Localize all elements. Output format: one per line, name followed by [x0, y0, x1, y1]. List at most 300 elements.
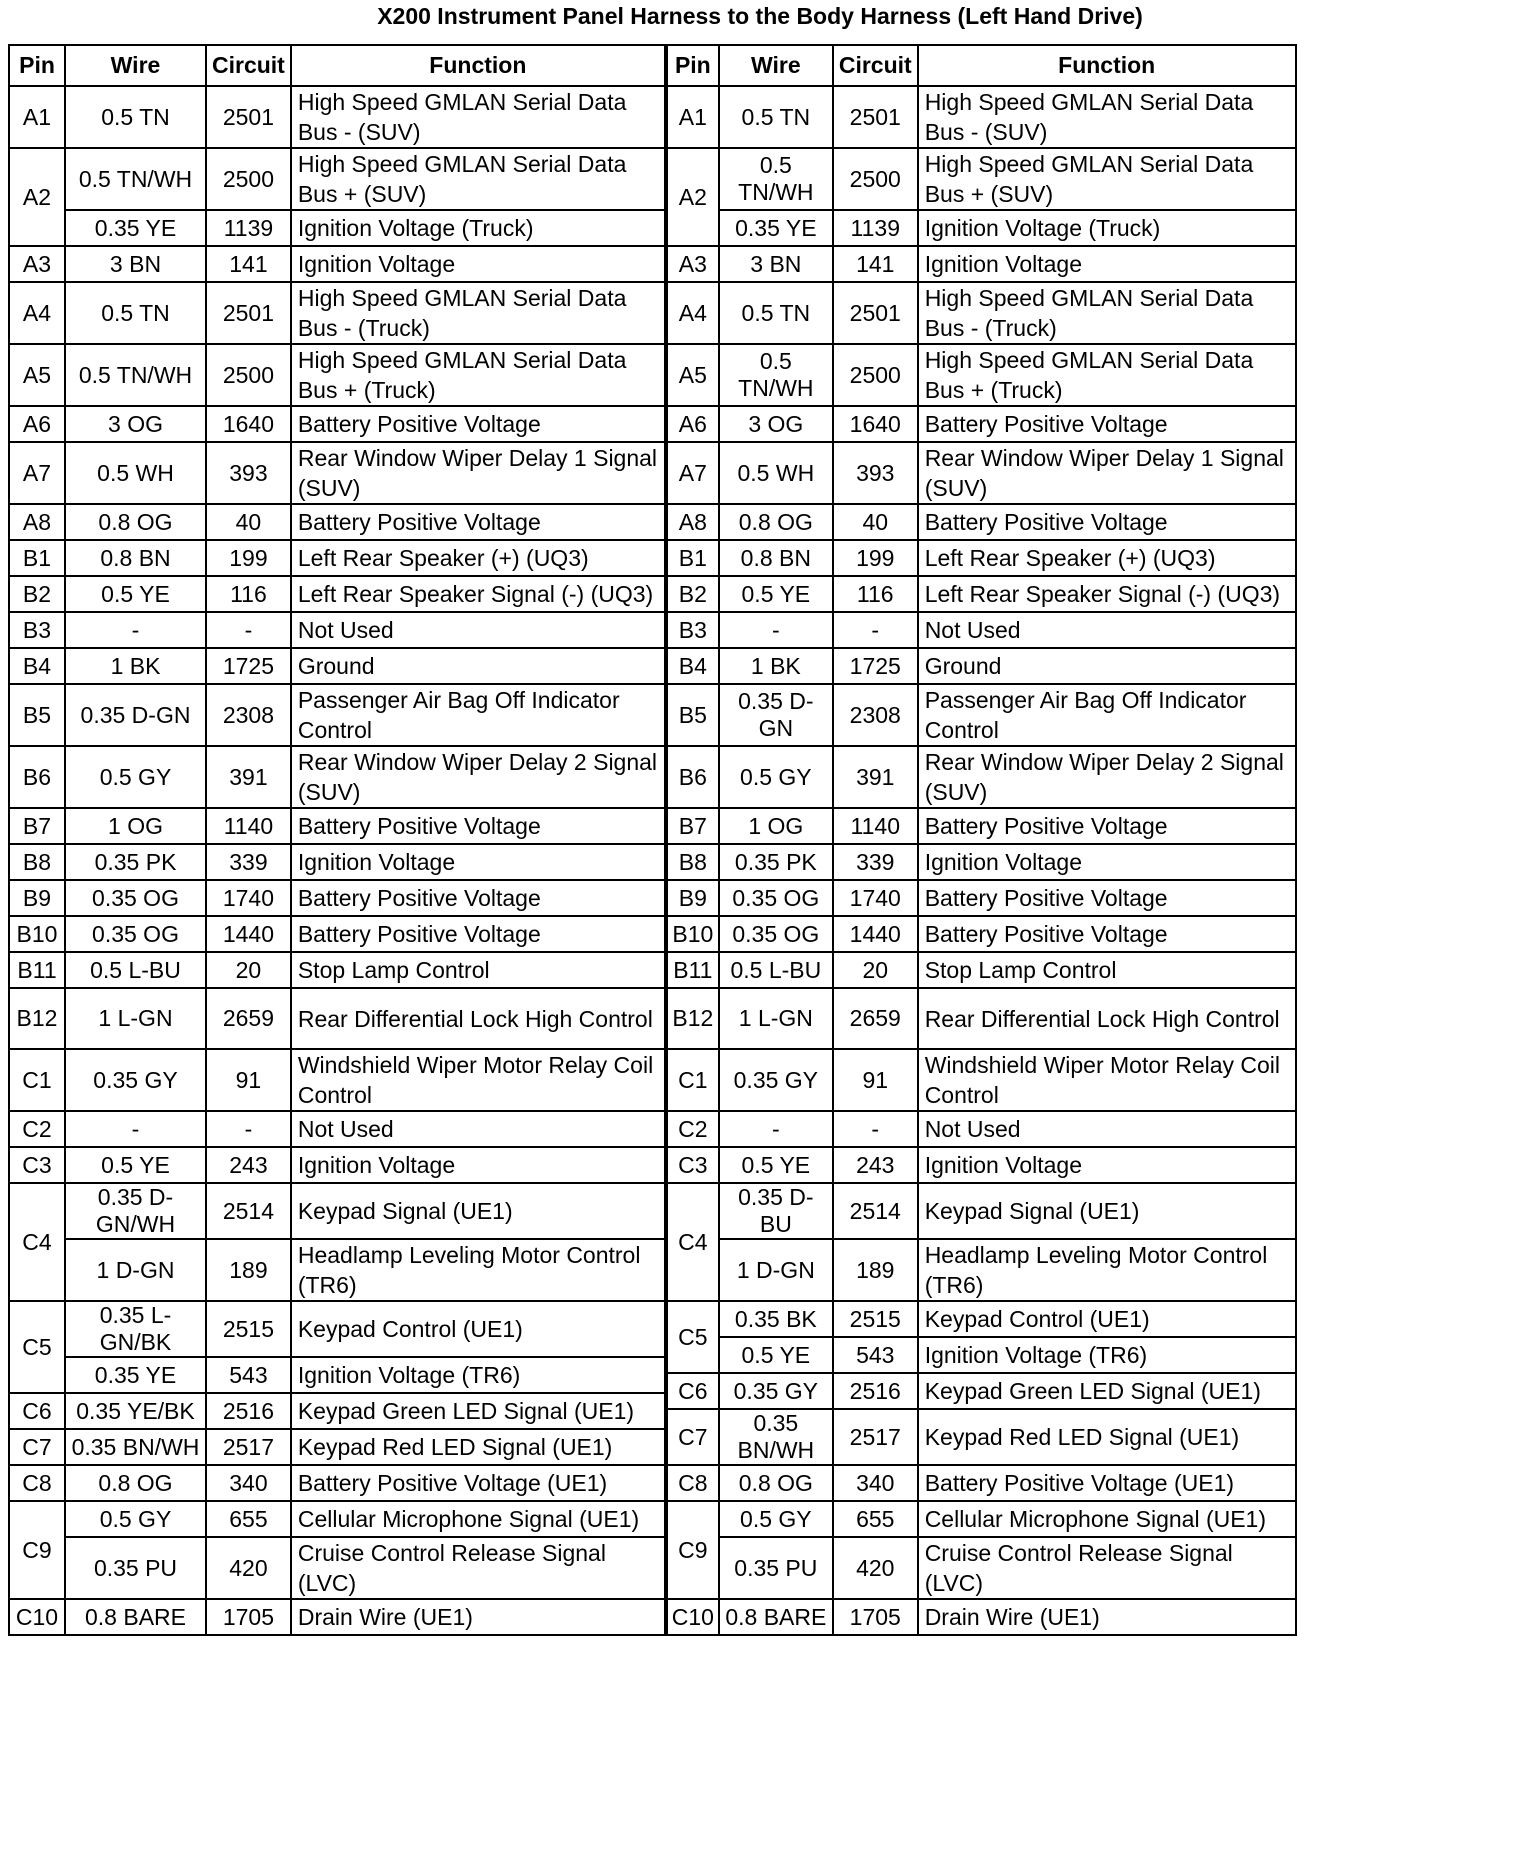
pin-cell: C9 [667, 1501, 719, 1599]
circuit-cell: 2500 [206, 344, 291, 406]
wire-cell: 0.5 WH [719, 442, 833, 504]
function-cell: Ignition Voltage (TR6) [918, 1337, 1296, 1373]
function-cell: Passenger Air Bag Off Indicator Control [291, 684, 665, 746]
table-row [9, 1599, 665, 1635]
wire-cell: 0.35 OG [719, 916, 833, 952]
pin-cell: B6 [9, 746, 65, 808]
function-cell: Keypad Control (UE1) [291, 1301, 665, 1357]
wire-cell: 1 D-GN [65, 1239, 206, 1301]
wire-cell: 0.35 OG [719, 880, 833, 916]
function-cell: Keypad Signal (UE1) [291, 1183, 665, 1239]
function-cell: Keypad Red LED Signal (UE1) [291, 1429, 665, 1465]
table-row [9, 1301, 665, 1357]
function-cell: Not Used [918, 1111, 1296, 1147]
function-cell: Stop Lamp Control [291, 952, 665, 988]
function-cell: Cruise Control Release Signal (LVC) [291, 1537, 665, 1599]
pin-cell: A8 [9, 504, 65, 540]
wire-cell: 0.35 YE [65, 210, 206, 246]
wire-cell: 0.35 BN/WH [719, 1409, 833, 1465]
pin-cell: C4 [667, 1183, 719, 1301]
table-row [667, 86, 1296, 148]
circuit-cell: 1640 [206, 406, 291, 442]
circuit-cell: 340 [206, 1465, 291, 1501]
function-cell: Battery Positive Voltage [291, 880, 665, 916]
table-row [667, 1409, 1296, 1465]
wire-cell: 0.5 TN/WH [65, 344, 206, 406]
function-cell: Rear Differential Lock High Control [291, 988, 665, 1049]
table-row [9, 916, 665, 952]
wire-cell: 0.8 BARE [65, 1599, 206, 1635]
wire-cell: 1 L-GN [719, 988, 833, 1049]
pin-cell: C5 [667, 1301, 719, 1373]
wire-cell: 0.35 D-GN [719, 684, 833, 746]
function-cell: Keypad Green LED Signal (UE1) [918, 1373, 1296, 1409]
wire-cell: 0.35 L-GN/BK [65, 1301, 206, 1357]
pin-cell: B3 [9, 612, 65, 648]
pin-cell: C7 [667, 1409, 719, 1465]
circuit-cell: 243 [833, 1147, 918, 1183]
function-cell: High Speed GMLAN Serial Data Bus + (SUV) [291, 148, 665, 210]
wire-cell: 0.5 YE [719, 1147, 833, 1183]
circuit-cell: 2501 [206, 86, 291, 148]
function-cell: Ignition Voltage [291, 1147, 665, 1183]
table-row [9, 1393, 665, 1429]
wire-cell: 0.35 PK [65, 844, 206, 880]
wire-cell: 0.35 OG [65, 916, 206, 952]
tables-container [8, 44, 1297, 1636]
table-row [667, 746, 1296, 808]
circuit-cell: 141 [833, 246, 918, 282]
pin-cell: B11 [667, 952, 719, 988]
table-row [9, 86, 665, 148]
function-cell: Battery Positive Voltage [918, 406, 1296, 442]
column-header-pin: Pin [9, 45, 65, 86]
function-cell: Cellular Microphone Signal (UE1) [291, 1501, 665, 1537]
table-row [667, 844, 1296, 880]
wire-cell: 0.35 YE [719, 210, 833, 246]
function-cell: Battery Positive Voltage [918, 916, 1296, 952]
function-cell: Ignition Voltage (Truck) [291, 210, 665, 246]
pin-cell: C1 [9, 1049, 65, 1111]
circuit-cell: 1139 [206, 210, 291, 246]
header-row [667, 45, 1296, 86]
column-header-wire: Wire [65, 45, 206, 86]
function-cell: Cruise Control Release Signal (LVC) [918, 1537, 1296, 1599]
circuit-cell: 189 [833, 1239, 918, 1301]
pin-cell: C4 [9, 1183, 65, 1301]
function-cell: Not Used [918, 612, 1296, 648]
table-row [667, 540, 1296, 576]
wire-cell: 0.35 GY [719, 1049, 833, 1111]
table-row [9, 1183, 665, 1239]
table-row [667, 1373, 1296, 1409]
pin-cell: B2 [667, 576, 719, 612]
table-row [667, 612, 1296, 648]
table-row [9, 952, 665, 988]
page-title: X200 Instrument Panel Harness to the Body Harness (Left Hand Drive) [377, 3, 1143, 29]
wire-cell: 0.35 OG [65, 880, 206, 916]
function-cell: Ignition Voltage (Truck) [918, 210, 1296, 246]
function-cell: Ignition Voltage [291, 246, 665, 282]
table-row [667, 988, 1296, 1049]
table-row [9, 148, 665, 210]
table-row [9, 1501, 665, 1537]
wire-cell: 3 BN [719, 246, 833, 282]
pin-cell: A5 [667, 344, 719, 406]
pin-cell: A7 [667, 442, 719, 504]
function-cell: High Speed GMLAN Serial Data Bus + (Truck) [291, 344, 665, 406]
pin-cell: C10 [667, 1599, 719, 1635]
circuit-cell: 2514 [833, 1183, 918, 1239]
wire-cell: 0.5 GY [65, 746, 206, 808]
circuit-cell: - [206, 612, 291, 648]
function-cell: Rear Window Wiper Delay 2 Signal (SUV) [291, 746, 665, 808]
wire-cell: 0.8 BN [719, 540, 833, 576]
table-row [9, 210, 665, 246]
function-cell: Battery Positive Voltage [918, 504, 1296, 540]
column-header-function: Function [918, 45, 1296, 86]
circuit-cell: 2516 [206, 1393, 291, 1429]
wire-cell: 0.8 BN [65, 540, 206, 576]
circuit-cell: 243 [206, 1147, 291, 1183]
function-cell: Ignition Voltage [291, 844, 665, 880]
circuit-cell: - [833, 1111, 918, 1147]
table-row [9, 504, 665, 540]
circuit-cell: 1440 [833, 916, 918, 952]
pin-cell: B5 [667, 684, 719, 746]
circuit-cell: 2659 [206, 988, 291, 1049]
function-cell: Battery Positive Voltage [291, 406, 665, 442]
wire-cell: 1 OG [65, 808, 206, 844]
circuit-cell: 2500 [833, 148, 918, 210]
pinout-table-left [8, 44, 666, 1636]
table-row [667, 576, 1296, 612]
pin-cell: A1 [9, 86, 65, 148]
wire-cell: 0.35 YE/BK [65, 1393, 206, 1429]
pin-cell: B7 [667, 808, 719, 844]
table-row [9, 988, 665, 1049]
table-row [667, 916, 1296, 952]
circuit-cell: 391 [206, 746, 291, 808]
circuit-cell: 40 [206, 504, 291, 540]
table-row [667, 1537, 1296, 1599]
table-row [667, 406, 1296, 442]
pin-cell: A1 [667, 86, 719, 148]
table-row [9, 1049, 665, 1111]
wire-cell: 1 BK [65, 648, 206, 684]
circuit-cell: 2517 [206, 1429, 291, 1465]
circuit-cell: 543 [833, 1337, 918, 1373]
function-cell: Drain Wire (UE1) [918, 1599, 1296, 1635]
table-row [9, 246, 665, 282]
pin-cell: A4 [9, 282, 65, 344]
table-row [9, 880, 665, 916]
pin-cell: B1 [667, 540, 719, 576]
circuit-cell: 339 [206, 844, 291, 880]
circuit-cell: 1140 [833, 808, 918, 844]
table-row [667, 1183, 1296, 1239]
pin-cell: C3 [667, 1147, 719, 1183]
pin-cell: B9 [9, 880, 65, 916]
wire-cell: 0.35 YE [65, 1357, 206, 1393]
circuit-cell: 91 [833, 1049, 918, 1111]
table-row [667, 808, 1296, 844]
circuit-cell: 1705 [206, 1599, 291, 1635]
pin-cell: A3 [667, 246, 719, 282]
wire-cell: 3 BN [65, 246, 206, 282]
function-cell: Rear Differential Lock High Control [918, 988, 1296, 1049]
function-cell: Left Rear Speaker (+) (UQ3) [918, 540, 1296, 576]
wire-cell: 0.5 TN [719, 282, 833, 344]
circuit-cell: 339 [833, 844, 918, 880]
circuit-cell: 2500 [206, 148, 291, 210]
circuit-cell: 1140 [206, 808, 291, 844]
circuit-cell: 199 [206, 540, 291, 576]
pin-cell: C5 [9, 1301, 65, 1393]
function-cell: Windshield Wiper Motor Relay Coil Control [918, 1049, 1296, 1111]
circuit-cell: 20 [833, 952, 918, 988]
function-cell: Left Rear Speaker Signal (-) (UQ3) [918, 576, 1296, 612]
function-cell: High Speed GMLAN Serial Data Bus - (Truck) [918, 282, 1296, 344]
pin-cell: B2 [9, 576, 65, 612]
function-cell: Rear Window Wiper Delay 1 Signal (SUV) [918, 442, 1296, 504]
function-cell: High Speed GMLAN Serial Data Bus + (SUV) [918, 148, 1296, 210]
function-cell: Keypad Control (UE1) [918, 1301, 1296, 1337]
table-row [667, 648, 1296, 684]
function-cell: Not Used [291, 1111, 665, 1147]
function-cell: Battery Positive Voltage [291, 808, 665, 844]
pin-cell: A4 [667, 282, 719, 344]
circuit-cell: 391 [833, 746, 918, 808]
table-row [667, 1337, 1296, 1373]
circuit-cell: 393 [206, 442, 291, 504]
table-row [9, 1357, 665, 1393]
circuit-cell: 2501 [833, 86, 918, 148]
header-row [9, 45, 665, 86]
circuit-cell: 2501 [833, 282, 918, 344]
function-cell: Left Rear Speaker (+) (UQ3) [291, 540, 665, 576]
function-cell: Passenger Air Bag Off Indicator Control [918, 684, 1296, 746]
table-row [9, 1537, 665, 1599]
wire-cell: - [65, 1111, 206, 1147]
pin-cell: B7 [9, 808, 65, 844]
table-row [667, 1465, 1296, 1501]
function-cell: Left Rear Speaker Signal (-) (UQ3) [291, 576, 665, 612]
function-cell: Drain Wire (UE1) [291, 1599, 665, 1635]
pin-cell: C1 [667, 1049, 719, 1111]
circuit-cell: 1640 [833, 406, 918, 442]
circuit-cell: 1740 [206, 880, 291, 916]
circuit-cell: 2515 [833, 1301, 918, 1337]
table-row [667, 442, 1296, 504]
function-cell: Battery Positive Voltage [291, 504, 665, 540]
table-row [9, 808, 665, 844]
wire-cell: 0.5 GY [65, 1501, 206, 1537]
table-row [667, 1049, 1296, 1111]
pin-cell: C2 [667, 1111, 719, 1147]
table-row [9, 406, 665, 442]
pin-cell: A5 [9, 344, 65, 406]
pin-cell: C7 [9, 1429, 65, 1465]
function-cell: Stop Lamp Control [918, 952, 1296, 988]
circuit-cell: 2500 [833, 344, 918, 406]
wire-cell: 0.35 PU [719, 1537, 833, 1599]
wire-cell: 0.8 OG [65, 1465, 206, 1501]
pin-cell: A2 [9, 148, 65, 246]
table-row [667, 504, 1296, 540]
function-cell: Battery Positive Voltage (UE1) [291, 1465, 665, 1501]
pin-cell: C10 [9, 1599, 65, 1635]
wire-cell: 0.5 TN [65, 282, 206, 344]
circuit-cell: - [206, 1111, 291, 1147]
circuit-cell: 1740 [833, 880, 918, 916]
circuit-cell: 2515 [206, 1301, 291, 1357]
wire-cell: 0.35 BK [719, 1301, 833, 1337]
circuit-cell: 2517 [833, 1409, 918, 1465]
wire-cell: 0.5 GY [719, 746, 833, 808]
pin-cell: B4 [9, 648, 65, 684]
pin-cell: B12 [9, 988, 65, 1049]
table-row [667, 148, 1296, 210]
circuit-cell: 393 [833, 442, 918, 504]
pin-cell: B6 [667, 746, 719, 808]
pin-cell: B8 [9, 844, 65, 880]
table-row [9, 612, 665, 648]
circuit-cell: 1705 [833, 1599, 918, 1635]
table-row [9, 576, 665, 612]
wire-cell: 0.5 WH [65, 442, 206, 504]
circuit-cell: 189 [206, 1239, 291, 1301]
table-row [667, 246, 1296, 282]
pinout-table-right [666, 44, 1297, 1636]
table-row [667, 684, 1296, 746]
function-cell: Battery Positive Voltage (UE1) [918, 1465, 1296, 1501]
table-row [667, 1147, 1296, 1183]
circuit-cell: 2514 [206, 1183, 291, 1239]
table-row [9, 282, 665, 344]
wire-cell: 0.5 GY [719, 1501, 833, 1537]
wire-cell: 0.35 D-GN [65, 684, 206, 746]
column-header-pin: Pin [667, 45, 719, 86]
column-header-function: Function [291, 45, 665, 86]
pin-cell: B10 [667, 916, 719, 952]
column-header-circuit: Circuit [833, 45, 918, 86]
table-row [667, 1501, 1296, 1537]
function-cell: Ignition Voltage [918, 246, 1296, 282]
wire-cell: 0.35 PU [65, 1537, 206, 1599]
wire-cell: 0.35 PK [719, 844, 833, 880]
column-header-circuit: Circuit [206, 45, 291, 86]
function-cell: High Speed GMLAN Serial Data Bus - (Truck) [291, 282, 665, 344]
circuit-cell: 40 [833, 504, 918, 540]
pin-cell: B5 [9, 684, 65, 746]
wire-cell: 3 OG [719, 406, 833, 442]
pin-cell: B1 [9, 540, 65, 576]
circuit-cell: 141 [206, 246, 291, 282]
circuit-cell: 2308 [206, 684, 291, 746]
circuit-cell: 420 [833, 1537, 918, 1599]
function-cell: High Speed GMLAN Serial Data Bus - (SUV) [918, 86, 1296, 148]
pin-cell: B10 [9, 916, 65, 952]
pin-cell: C8 [667, 1465, 719, 1501]
function-cell: Keypad Green LED Signal (UE1) [291, 1393, 665, 1429]
table-row [9, 442, 665, 504]
wire-cell: 0.5 YE [719, 576, 833, 612]
function-cell: Ground [291, 648, 665, 684]
wire-cell: 1 L-GN [65, 988, 206, 1049]
circuit-cell: 340 [833, 1465, 918, 1501]
circuit-cell: 20 [206, 952, 291, 988]
function-cell: Ignition Voltage [918, 844, 1296, 880]
wire-cell: 0.35 D-GN/WH [65, 1183, 206, 1239]
function-cell: Keypad Red LED Signal (UE1) [918, 1409, 1296, 1465]
circuit-cell: 116 [206, 576, 291, 612]
wire-cell: 0.8 OG [719, 504, 833, 540]
function-cell: Windshield Wiper Motor Relay Coil Control [291, 1049, 665, 1111]
wire-cell: 1 BK [719, 648, 833, 684]
wire-cell: 0.5 L-BU [719, 952, 833, 988]
wire-cell: - [719, 1111, 833, 1147]
circuit-cell: 1139 [833, 210, 918, 246]
wire-cell: - [65, 612, 206, 648]
circuit-cell: 2308 [833, 684, 918, 746]
wire-cell: 0.5 TN/WH [65, 148, 206, 210]
wire-cell: 1 D-GN [719, 1239, 833, 1301]
table-row [667, 1301, 1296, 1337]
function-cell: Rear Window Wiper Delay 2 Signal (SUV) [918, 746, 1296, 808]
pin-cell: C2 [9, 1111, 65, 1147]
table-row [667, 1599, 1296, 1635]
wire-cell: 0.5 TN [719, 86, 833, 148]
function-cell: Battery Positive Voltage [918, 808, 1296, 844]
wire-cell: 3 OG [65, 406, 206, 442]
function-cell: Ground [918, 648, 1296, 684]
table-row [9, 746, 665, 808]
circuit-cell: 655 [206, 1501, 291, 1537]
function-cell: Cellular Microphone Signal (UE1) [918, 1501, 1296, 1537]
table-row [9, 1465, 665, 1501]
pin-cell: C9 [9, 1501, 65, 1599]
table-row [9, 540, 665, 576]
circuit-cell: 116 [833, 576, 918, 612]
table-row [9, 648, 665, 684]
pin-cell: A6 [9, 406, 65, 442]
wire-cell: 0.5 TN/WH [719, 344, 833, 406]
pin-cell: C3 [9, 1147, 65, 1183]
function-cell: Ignition Voltage (TR6) [291, 1357, 665, 1393]
column-header-wire: Wire [719, 45, 833, 86]
table-row [667, 282, 1296, 344]
pin-cell: B9 [667, 880, 719, 916]
table-row [9, 1111, 665, 1147]
function-cell: Battery Positive Voltage [291, 916, 665, 952]
table-row [667, 880, 1296, 916]
table-row [9, 844, 665, 880]
circuit-cell: 91 [206, 1049, 291, 1111]
circuit-cell: 655 [833, 1501, 918, 1537]
circuit-cell: 1440 [206, 916, 291, 952]
pin-cell: B4 [667, 648, 719, 684]
wire-cell: 0.35 GY [65, 1049, 206, 1111]
pin-cell: A2 [667, 148, 719, 246]
pin-cell: A7 [9, 442, 65, 504]
circuit-cell: - [833, 612, 918, 648]
wire-cell: 0.5 L-BU [65, 952, 206, 988]
circuit-cell: 1725 [206, 648, 291, 684]
table-row [9, 1239, 665, 1301]
wire-cell: 0.8 BARE [719, 1599, 833, 1635]
wire-cell: 0.8 OG [65, 504, 206, 540]
